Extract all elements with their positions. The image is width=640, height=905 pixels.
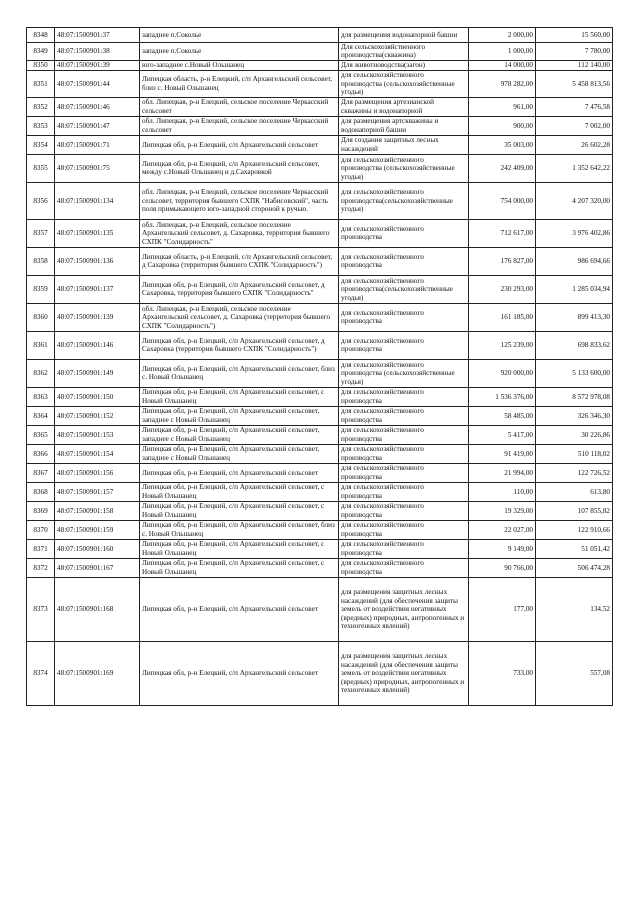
area-cell: 242 409,00 <box>469 154 536 182</box>
permitted-use-cell: для сельскохозяйственного производства <box>339 387 469 406</box>
row-number-cell: 8356 <box>27 182 55 219</box>
permitted-use-cell: Для сельскохозяйственного производства(скважина) <box>339 43 469 61</box>
table-row <box>27 154 613 182</box>
permitted-use-cell: для сельскохозяйственного производства <box>339 501 469 520</box>
cadastral-value-cell: 1 352 642,22 <box>536 154 613 182</box>
table-row <box>27 247 613 275</box>
permitted-use-cell: Для создания защитных лесных насаждений <box>339 135 469 154</box>
table-row <box>27 577 613 641</box>
cadastral-value-cell: 613,80 <box>536 482 613 501</box>
area-cell: 733,00 <box>469 641 536 705</box>
row-number-cell: 8348 <box>27 28 55 43</box>
table-row <box>27 135 613 154</box>
cadastral-number-cell: 48:07:1500901:159 <box>55 520 140 539</box>
cadastral-value-cell: 112 140,00 <box>536 60 613 70</box>
cadastral-value-cell: 107 855,82 <box>536 501 613 520</box>
cadastral-value-cell: 122 726,52 <box>536 463 613 482</box>
cadastral-value-cell: 7 476,58 <box>536 97 613 116</box>
permitted-use-cell: для размещения защитных лесных насаждений (для обеспечения защиты земель от воздействия негативных (вредных) природных, антропогенных и техногенных явлений) <box>339 641 469 705</box>
table-row <box>27 43 613 61</box>
area-cell: 754 000,00 <box>469 182 536 219</box>
cadastral-value-cell: 122 910,66 <box>536 520 613 539</box>
permitted-use-cell: для сельскохозяйственного производства (сельскохозяйственные угодья) <box>339 154 469 182</box>
location-cell: обл. Липецкая, р-н Елецкий, сельское поселение Архангельский сельсовет, д. Сахаровка, территория бывшего СХПК "Солидарность" <box>140 219 339 247</box>
permitted-use-cell: для сельскохозяйственного производства <box>339 406 469 425</box>
row-number-cell: 8366 <box>27 444 55 463</box>
land-parcel-table <box>26 27 613 706</box>
table-row <box>27 275 613 303</box>
location-cell: Липецкая обл, р-н Елецкий, с/п Архангельский сельсовет <box>140 135 339 154</box>
row-number-cell: 8365 <box>27 425 55 444</box>
row-number-cell: 8353 <box>27 116 55 135</box>
cadastral-number-cell: 48:07:1500901:158 <box>55 501 140 520</box>
cadastral-value-cell: 1 285 034,94 <box>536 275 613 303</box>
cadastral-value-cell: 7 780,00 <box>536 43 613 61</box>
permitted-use-cell: для сельскохозяйственного производства <box>339 520 469 539</box>
area-cell: 900,00 <box>469 116 536 135</box>
cadastral-value-cell: 4 207 320,00 <box>536 182 613 219</box>
location-cell: обл. Липецкая, р-н Елецкий, сельское поселение Черкасский сельсовет, территория бывшего СХПК "Набисовский", часть поля примыкающего юго-западной стороной к ручью. <box>140 182 339 219</box>
area-cell: 19 329,00 <box>469 501 536 520</box>
table-row <box>27 501 613 520</box>
location-cell: Липецкая обл, р-н Елецкий, с/п Архангельский сельсовет, с Новый Ольшанец <box>140 501 339 520</box>
cadastral-value-cell: 26 602,28 <box>536 135 613 154</box>
area-cell: 22 027,00 <box>469 520 536 539</box>
table-row <box>27 558 613 577</box>
table-body <box>27 28 613 706</box>
table-row <box>27 28 613 43</box>
permitted-use-cell: для сельскохозяйственного производства(сельскохозяйственные угодья) <box>339 275 469 303</box>
row-number-cell: 8352 <box>27 97 55 116</box>
location-cell: Липецкая обл, р-н Елецкий, с/п Архангельский сельсовет, западнее с Новый Ольшанец <box>140 406 339 425</box>
area-cell: 9 149,00 <box>469 539 536 558</box>
area-cell: 2 000,00 <box>469 28 536 43</box>
location-cell: Липецкая обл, р-н Елецкий, с/п Архангельский сельсовет, между с.Новый Ольшанец и д.Сахаровкой <box>140 154 339 182</box>
row-number-cell: 8358 <box>27 247 55 275</box>
area-cell: 35 003,00 <box>469 135 536 154</box>
row-number-cell: 8369 <box>27 501 55 520</box>
row-number-cell: 8364 <box>27 406 55 425</box>
table-row <box>27 539 613 558</box>
location-cell: юго-западнее с.Новый Ольшанец <box>140 60 339 70</box>
location-cell: Липецкая область, р-н Елецкий, с/п Архангельский сельсовет, близ с. Новый Ольшанец <box>140 70 339 97</box>
location-cell: Липецкая обл, р-н Елецкий, с/п Архангельский сельсовет <box>140 463 339 482</box>
row-number-cell: 8373 <box>27 577 55 641</box>
area-cell: 125 239,00 <box>469 331 536 359</box>
cadastral-value-cell: 30 226,86 <box>536 425 613 444</box>
row-number-cell: 8355 <box>27 154 55 182</box>
row-number-cell: 8357 <box>27 219 55 247</box>
cadastral-number-cell: 48:07:1500901:167 <box>55 558 140 577</box>
cadastral-number-cell: 48:07:1500901:37 <box>55 28 140 43</box>
table-row <box>27 406 613 425</box>
cadastral-value-cell: 5 458 813,56 <box>536 70 613 97</box>
location-cell: Липецкая обл, р-н Елецкий, с/п Архангельский сельсовет, с Новый Ольшанец <box>140 558 339 577</box>
location-cell: западнее п.Сокольe <box>140 43 339 61</box>
permitted-use-cell: для сельскохозяйственного производства <box>339 444 469 463</box>
row-number-cell: 8368 <box>27 482 55 501</box>
area-cell: 90 766,00 <box>469 558 536 577</box>
permitted-use-cell: для сельскохозяйственного производства <box>339 303 469 331</box>
permitted-use-cell: для сельскохозяйственного производства <box>339 331 469 359</box>
cadastral-number-cell: 48:07:1500901:149 <box>55 359 140 387</box>
table-row <box>27 303 613 331</box>
area-cell: 110,00 <box>469 482 536 501</box>
location-cell: обл. Липецкая, р-н Елецкий, сельское поселение Архангельский сельсовет, д. Сахаровка (территория бывшего СХПК "Солидарность") <box>140 303 339 331</box>
permitted-use-cell: для размещения артскважины и водонапорной башни <box>339 116 469 135</box>
cadastral-value-cell: 698 833,62 <box>536 331 613 359</box>
permitted-use-cell: для сельскохозяйственного производства <box>339 482 469 501</box>
cadastral-number-cell: 48:07:1500901:152 <box>55 406 140 425</box>
permitted-use-cell: для сельскохозяйственного производства <box>339 558 469 577</box>
table-row <box>27 425 613 444</box>
cadastral-number-cell: 48:07:1500901:46 <box>55 97 140 116</box>
location-cell: Липецкая обл, р-н Елецкий, с/п Архангельский сельсовет, близ с. Новый Ольшанец <box>140 520 339 539</box>
permitted-use-cell: для сельскохозяйственного производства (сельскохозяйственные угодья) <box>339 70 469 97</box>
location-cell: обл. Липецкая, р-н Елецкий, сельское поселение Черкасский сельсовет <box>140 116 339 135</box>
permitted-use-cell: Для размещения артезианской скважины и водонапорной <box>339 97 469 116</box>
area-cell: 177,00 <box>469 577 536 641</box>
table-row <box>27 182 613 219</box>
cadastral-number-cell: 48:07:1500901:139 <box>55 303 140 331</box>
cadastral-number-cell: 48:07:1500901:157 <box>55 482 140 501</box>
area-cell: 1 536 376,00 <box>469 387 536 406</box>
row-number-cell: 8349 <box>27 43 55 61</box>
cadastral-number-cell: 48:07:1500901:160 <box>55 539 140 558</box>
cadastral-value-cell: 986 694,66 <box>536 247 613 275</box>
cadastral-number-cell: 48:07:1500901:154 <box>55 444 140 463</box>
cadastral-value-cell: 7 002,00 <box>536 116 613 135</box>
table-row <box>27 463 613 482</box>
table-row <box>27 482 613 501</box>
cadastral-number-cell: 48:07:1500901:150 <box>55 387 140 406</box>
row-number-cell: 8371 <box>27 539 55 558</box>
location-cell: Липецкая обл, р-н Елецкий, с/п Архангельский сельсовет, с Новый Ольшанец <box>140 539 339 558</box>
area-cell: 920 000,00 <box>469 359 536 387</box>
location-cell: западнее п.Соколье <box>140 28 339 43</box>
cadastral-value-cell: 899 413,30 <box>536 303 613 331</box>
row-number-cell: 8351 <box>27 70 55 97</box>
row-number-cell: 8361 <box>27 331 55 359</box>
table-row <box>27 97 613 116</box>
cadastral-number-cell: 48:07:1500901:136 <box>55 247 140 275</box>
permitted-use-cell: для размещения водонапорной башни <box>339 28 469 43</box>
table-row <box>27 331 613 359</box>
cadastral-number-cell: 48:07:1500901:47 <box>55 116 140 135</box>
area-cell: 58 485,00 <box>469 406 536 425</box>
permitted-use-cell: для сельскохозяйственного производства <box>339 219 469 247</box>
permitted-use-cell: для размещения защитных лесных насаждений (для обеспечения защиты земель от воздействия негативных (вредных) природных, антропогенных и техногенных явлений) <box>339 577 469 641</box>
cadastral-value-cell: 5 133 600,00 <box>536 359 613 387</box>
location-cell: Липецкая обл, р-н Елецкий, с/п Архангельский сельсовет, с Новый Ольшанец <box>140 387 339 406</box>
cadastral-value-cell: 15 560,00 <box>536 28 613 43</box>
location-cell: обл. Липецкая, р-н Елецкий, сельское поселение Черкасский сельсовет <box>140 97 339 116</box>
table-row <box>27 444 613 463</box>
cadastral-value-cell: 510 118,02 <box>536 444 613 463</box>
area-cell: 21 994,00 <box>469 463 536 482</box>
cadastral-number-cell: 48:07:1500901:71 <box>55 135 140 154</box>
table-row <box>27 219 613 247</box>
permitted-use-cell: для сельскохозяйственного производства <box>339 463 469 482</box>
cadastral-number-cell: 48:07:1500901:146 <box>55 331 140 359</box>
table-row <box>27 359 613 387</box>
location-cell: Липецкая обл, р-н Елецкий, с/п Архангельский сельсовет, западнее с Новый Ольшанец <box>140 444 339 463</box>
cadastral-value-cell: 557,08 <box>536 641 613 705</box>
row-number-cell: 8363 <box>27 387 55 406</box>
cadastral-number-cell: 48:07:1500901:156 <box>55 463 140 482</box>
cadastral-number-cell: 48:07:1500901:153 <box>55 425 140 444</box>
cadastral-number-cell: 48:07:1500901:135 <box>55 219 140 247</box>
area-cell: 712 617,00 <box>469 219 536 247</box>
area-cell: 176 827,00 <box>469 247 536 275</box>
table-row <box>27 387 613 406</box>
cadastral-value-cell: 506 474,28 <box>536 558 613 577</box>
permitted-use-cell: для сельскохозяйственного производства (сельскохозяйственные угодья) <box>339 359 469 387</box>
cadastral-value-cell: 3 976 402,86 <box>536 219 613 247</box>
cadastral-value-cell: 134,52 <box>536 577 613 641</box>
area-cell: 230 293,00 <box>469 275 536 303</box>
location-cell: Липецкая обл, р-н Елецкий, с/п Архангельский сельсовет <box>140 641 339 705</box>
area-cell: 91 419,00 <box>469 444 536 463</box>
location-cell: Липецкая обл, р-н Елецкий, с/п Архангельский сельсовет, д Сахаровка (территория бывшего СХПК "Солидарность") <box>140 331 339 359</box>
row-number-cell: 8354 <box>27 135 55 154</box>
table-row <box>27 641 613 705</box>
cadastral-number-cell: 48:07:1500901:169 <box>55 641 140 705</box>
cadastral-number-cell: 48:07:1500901:75 <box>55 154 140 182</box>
cadastral-number-cell: 48:07:1500901:44 <box>55 70 140 97</box>
area-cell: 1 000,00 <box>469 43 536 61</box>
land-parcel-table-page <box>26 27 612 706</box>
row-number-cell: 8362 <box>27 359 55 387</box>
cadastral-value-cell: 8 572 978,08 <box>536 387 613 406</box>
row-number-cell: 8359 <box>27 275 55 303</box>
table-row <box>27 70 613 97</box>
table-row <box>27 520 613 539</box>
row-number-cell: 8370 <box>27 520 55 539</box>
location-cell: Липецкая обл, р-н Елецкий, с/п Архангельский сельсовет, близ с. Новый Ольшанец <box>140 359 339 387</box>
cadastral-value-cell: 51 051,42 <box>536 539 613 558</box>
location-cell: Липецкая обл, р-н Елецкий, с/п Архангельский сельсовет, д Сахаровка, территория бывшего СХПК "Солидарность" <box>140 275 339 303</box>
location-cell: Липецкая обл, р-н Елецкий, с/п Архангельский сельсовет, с Новый Ольшанец <box>140 482 339 501</box>
permitted-use-cell: для сельскохозяйственного производства(сельскохозяйственные угодья) <box>339 182 469 219</box>
location-cell: Липецкая область, р-н Елецкий, с/п Архангельский сельсовет, д Сахаровка (территория бывшего СХПК "Солидарность") <box>140 247 339 275</box>
location-cell: Липецкая обл, р-н Елецкий, с/п Архангельский сельсовет <box>140 577 339 641</box>
row-number-cell: 8360 <box>27 303 55 331</box>
location-cell: Липецкая обл, р-н Елецкий, с/п Архангельский сельсовет, западнее с Новый Ольшанец <box>140 425 339 444</box>
permitted-use-cell: Для животноводства(загон) <box>339 60 469 70</box>
permitted-use-cell: для сельскохозяйственного производства <box>339 247 469 275</box>
table-row <box>27 60 613 70</box>
row-number-cell: 8374 <box>27 641 55 705</box>
area-cell: 161 185,00 <box>469 303 536 331</box>
cadastral-number-cell: 48:07:1500901:39 <box>55 60 140 70</box>
cadastral-number-cell: 48:07:1500901:134 <box>55 182 140 219</box>
permitted-use-cell: для сельскохозяйственного производства <box>339 425 469 444</box>
area-cell: 978 282,00 <box>469 70 536 97</box>
table-row <box>27 116 613 135</box>
cadastral-number-cell: 48:07:1500901:38 <box>55 43 140 61</box>
area-cell: 14 000,00 <box>469 60 536 70</box>
cadastral-number-cell: 48:07:1500901:168 <box>55 577 140 641</box>
row-number-cell: 8367 <box>27 463 55 482</box>
row-number-cell: 8372 <box>27 558 55 577</box>
area-cell: 5 417,00 <box>469 425 536 444</box>
permitted-use-cell: для сельскохозяйственного производства <box>339 539 469 558</box>
area-cell: 961,00 <box>469 97 536 116</box>
cadastral-value-cell: 326 346,30 <box>536 406 613 425</box>
cadastral-number-cell: 48:07:1500901:137 <box>55 275 140 303</box>
row-number-cell: 8350 <box>27 60 55 70</box>
